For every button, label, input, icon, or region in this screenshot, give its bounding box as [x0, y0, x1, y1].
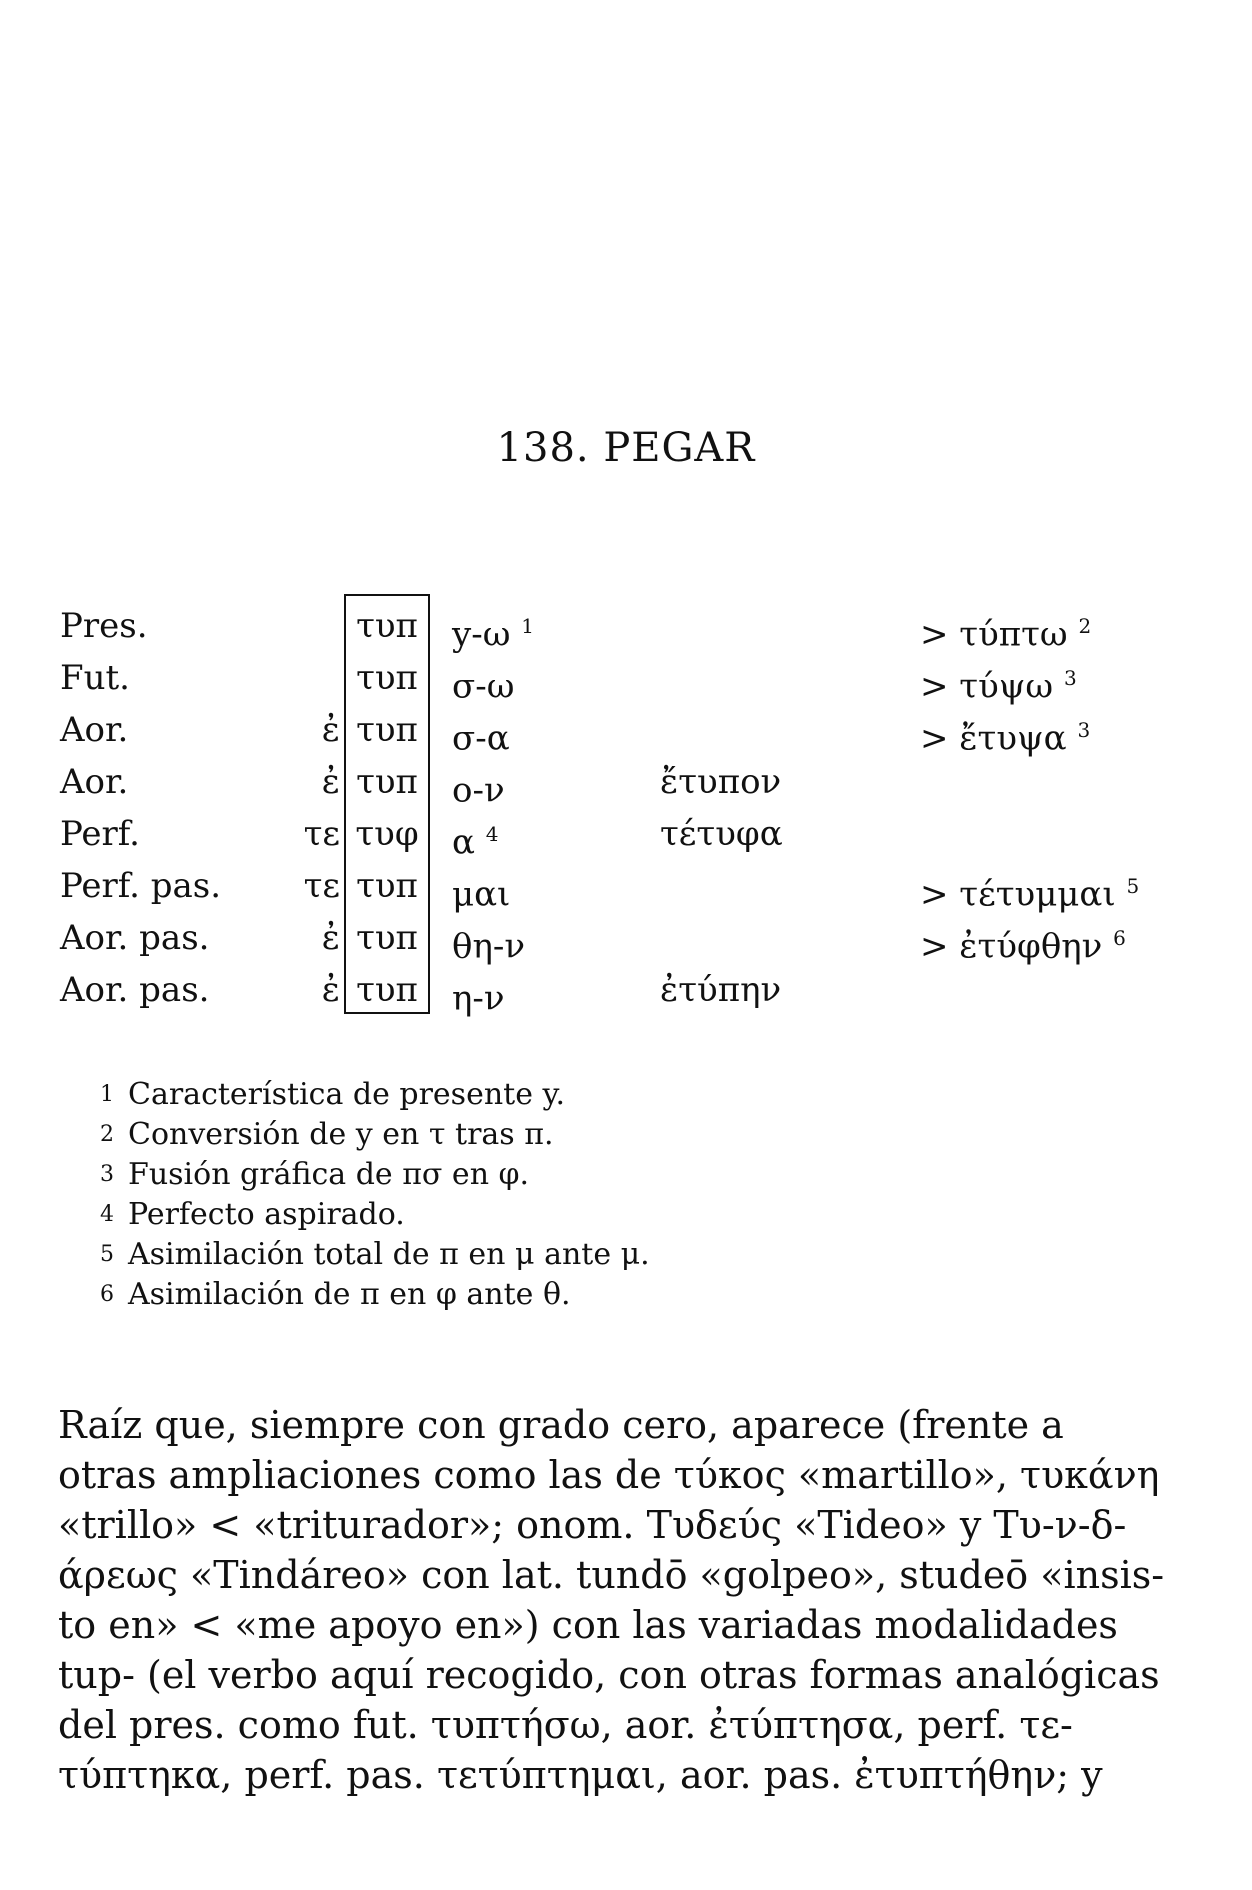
root-column: [344, 600, 430, 1016]
ending: η-ν: [452, 978, 505, 1019]
footnote-number: 2: [100, 1122, 114, 1147]
ending: ο-ν: [452, 770, 505, 811]
paragraph-line: Raíz que, siempre con grado cero, aparece (frente a: [58, 1403, 1064, 1447]
paragraph-line: τύπτηκα, perf. pas. τετύπτημαι, aor. pas. ἐτυπτήθην; y: [58, 1753, 1103, 1797]
footnote: [100, 1275, 1000, 1315]
footnote-ref: 2: [1078, 614, 1092, 638]
root: τυπ: [356, 710, 418, 750]
paragraph-line: tup- (el verbo aquí recogido, con otras formas analógicas: [58, 1653, 1160, 1697]
result-form: > τέτυμμαι: [920, 874, 1116, 915]
paragraph-line: to en» < «me apoyo en») con las variadas modalidades: [58, 1603, 1118, 1647]
footnote-number: 5: [100, 1242, 114, 1267]
footnote-text: Perfecto aspirado.: [128, 1197, 405, 1232]
tense-label: Aor.: [60, 710, 129, 750]
ending-row: [452, 912, 602, 967]
footnote-number: 6: [100, 1282, 114, 1307]
ending-row: [452, 600, 602, 655]
tense-label: Perf.: [60, 814, 140, 854]
footnote: [100, 1195, 1000, 1235]
footnote-number: 3: [100, 1162, 114, 1187]
tense-label: Aor.: [60, 762, 129, 802]
root: τυπ: [356, 866, 418, 906]
root: τυπ: [356, 970, 418, 1010]
result-column: [920, 600, 1220, 1016]
footnote: [100, 1235, 1000, 1275]
footnote-text: Asimilación de π en φ ante θ.: [128, 1277, 571, 1312]
attested-form: τέτυφα: [660, 814, 783, 854]
ending-row: [452, 756, 602, 811]
result-row: [920, 860, 1220, 915]
attested-form: [660, 652, 900, 704]
paragraph-line: άρεως «Tindáreo» con lat. tundō «golpeo», studeō «insis-: [58, 1553, 1165, 1597]
footnote-ref: 1: [521, 614, 534, 638]
attested-column: [660, 600, 900, 1016]
result-row: [920, 756, 1220, 808]
prefix: ἐ: [321, 710, 340, 750]
ending-row: [452, 964, 602, 1019]
ending-row: [452, 808, 602, 863]
ending: θη-ν: [452, 926, 525, 967]
result-form: > τύπτω: [920, 614, 1068, 655]
footnote-text: Conversión de y en τ tras π.: [128, 1117, 554, 1152]
root: τυφ: [355, 814, 419, 854]
ending: y-ω: [452, 614, 511, 655]
tense-label: Fut.: [60, 658, 130, 698]
footnote-ref: 6: [1113, 926, 1126, 950]
ending: σ-ω: [452, 666, 515, 707]
root: τυπ: [356, 762, 418, 802]
result-row: [920, 964, 1220, 1016]
tense-label: Perf. pas.: [60, 866, 222, 906]
footnote-text: Característica de presente y.: [128, 1077, 565, 1112]
footnote-ref: 5: [1126, 874, 1140, 898]
attested-form: [660, 600, 900, 652]
result-row: [920, 808, 1220, 860]
footnote-ref: 3: [1063, 666, 1077, 690]
ending-row: [452, 652, 602, 707]
result-form: > ἐτύφθην: [920, 926, 1103, 967]
ending-row: [452, 860, 602, 915]
prefix: ἐ: [321, 970, 340, 1010]
ending-row: [452, 704, 602, 759]
prefix: [260, 600, 340, 652]
footnote-text: Fusión gráfica de πσ en φ.: [128, 1157, 530, 1192]
attested-form: ἔτυπον: [660, 762, 782, 802]
footnote-ref: 4: [485, 822, 499, 846]
ending: α: [452, 822, 475, 863]
result-row: [920, 704, 1220, 759]
tense-label: Aor. pas.: [60, 970, 210, 1010]
result-row: [920, 652, 1220, 707]
root: τυπ: [356, 658, 418, 698]
footnote: [100, 1075, 1000, 1115]
footnote: [100, 1155, 1000, 1195]
footnote-ref: 3: [1077, 718, 1091, 742]
ending-column: [452, 600, 602, 1019]
prefix: τε: [303, 814, 340, 854]
ending: μαι: [452, 874, 511, 915]
paragraph-line: «trillo» < «triturador»; onom. Τυδεύς «Tideo» y Τυ-ν-δ-: [58, 1503, 1127, 1547]
footnote: [100, 1115, 1000, 1155]
footnotes: [100, 1075, 1000, 1315]
paragraph-line: otras ampliaciones como las de τύκος «martillo», τυκάνη: [58, 1453, 1160, 1497]
root: τυπ: [356, 606, 418, 646]
root: τυπ: [356, 918, 418, 958]
paragraph-line: del pres. como fut. τυπτήσω, aor. ἐτύπτησα, perf. τε-: [58, 1703, 1073, 1747]
result-row: [920, 912, 1220, 967]
attested-form: [660, 912, 900, 964]
result-form: > τύψω: [920, 666, 1054, 707]
attested-form: [660, 860, 900, 912]
prefix: τε: [303, 866, 340, 906]
result-row: [920, 600, 1220, 655]
prefix: ἐ: [321, 762, 340, 802]
prefix: ἐ: [321, 918, 340, 958]
ending: σ-α: [452, 718, 510, 759]
page-title: 138. PEGAR: [496, 425, 756, 471]
prefix: [260, 652, 340, 704]
body-paragraph: [58, 1400, 1188, 1800]
prefix-column: [260, 600, 340, 1016]
attested-form: [660, 704, 900, 756]
result-form: > ἔτυψα: [920, 718, 1067, 759]
attested-form: ἐτύπην: [660, 970, 782, 1010]
footnote-number: 1: [100, 1082, 114, 1107]
footnote-number: 4: [100, 1202, 114, 1227]
tense-label: Pres.: [60, 606, 148, 646]
tense-label: Aor. pas.: [60, 918, 210, 958]
footnote-text: Asimilación total de π en μ ante μ.: [128, 1237, 650, 1272]
